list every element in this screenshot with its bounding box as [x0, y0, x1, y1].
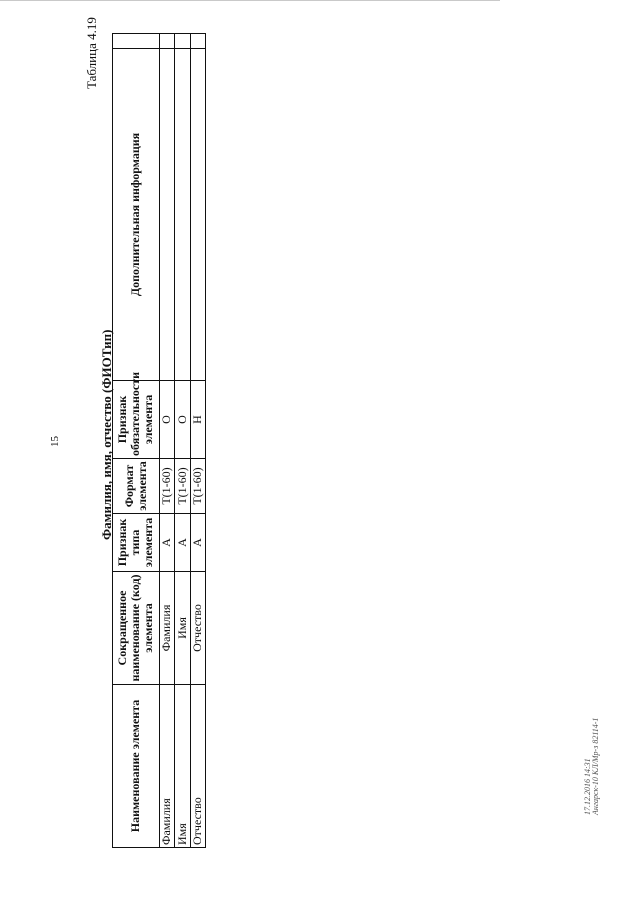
table-row — [190, 34, 206, 848]
cell-name: Отчество — [190, 685, 206, 848]
data-table-rotated — [112, 34, 206, 848]
cell-format: T(1-60) — [159, 459, 175, 514]
page-number: 15 — [49, 436, 61, 447]
table-label: Таблица 4.19 — [84, 17, 99, 89]
table-title: Фамилия, имя, отчество (ФИОТип) — [99, 329, 114, 540]
cell-code: Отчество — [190, 572, 206, 685]
cell-info — [175, 49, 191, 381]
cell-code: Фамилия — [159, 572, 175, 685]
cell-type: А — [175, 514, 191, 572]
fio-table — [112, 33, 206, 848]
header-type-flag: Признак типа элемента — [113, 514, 160, 572]
cell-required: О — [159, 381, 175, 459]
cell-type: А — [190, 514, 206, 572]
cell-required: О — [175, 381, 191, 459]
header-extra-column — [113, 34, 160, 49]
header-additional-info: Дополнительная информация — [113, 49, 160, 381]
cell-extra — [190, 34, 206, 49]
table-header-row — [113, 34, 160, 848]
header-required-flag: Признак обязательности элемента — [113, 381, 160, 459]
table-row — [159, 34, 175, 848]
cell-format: T(1-60) — [175, 459, 191, 514]
cell-type: А — [159, 514, 175, 572]
header-element-name: Наименование элемента — [113, 685, 160, 848]
registration-stamp-line1: 17.12.2016 14:31 — [583, 758, 592, 815]
scan-edge-line — [0, 0, 500, 1]
cell-info — [159, 49, 175, 381]
cell-info — [190, 49, 206, 381]
cell-name: Фамилия — [159, 685, 175, 848]
registration-stamp-line2: Ангарск-10 КЛ/Мр-з 82114-1 — [591, 717, 600, 815]
header-short-name: Сокращенное наименование (код) элемента — [113, 572, 160, 685]
table-row — [175, 34, 191, 848]
cell-name: Имя — [175, 685, 191, 848]
cell-extra — [175, 34, 191, 49]
cell-format: T(1-60) — [190, 459, 206, 514]
cell-code: Имя — [175, 572, 191, 685]
cell-required: Н — [190, 381, 206, 459]
header-format: Формат элемента — [113, 459, 160, 514]
cell-extra — [159, 34, 175, 49]
